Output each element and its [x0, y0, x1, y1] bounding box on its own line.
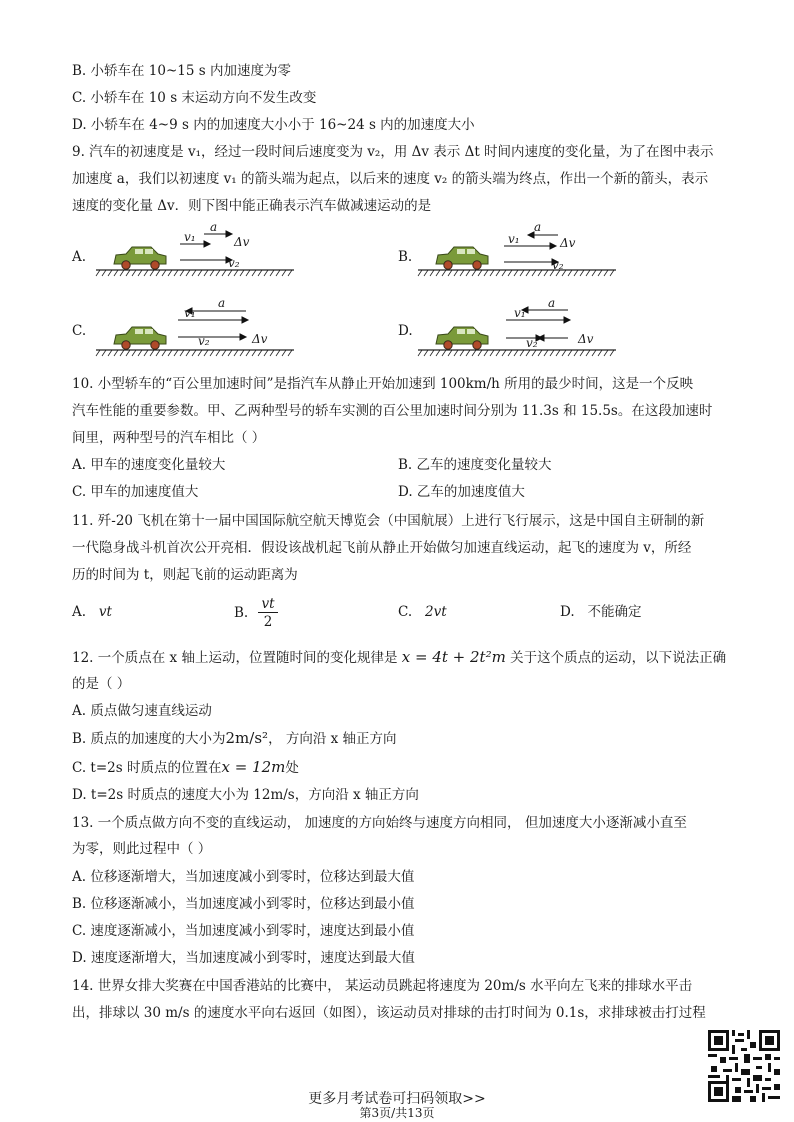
label-v2: v₂	[198, 334, 210, 348]
q11-option-d	[560, 603, 642, 621]
option-value: 2m/s²	[225, 729, 269, 747]
q10-stem-line2: 汽车性能的重要参数。甲、乙两种型号的轿车实测的百公里加速时间分别为 11.3s 和 15.5s。在这段加速时	[72, 403, 713, 419]
option-label: B.	[234, 605, 249, 621]
option-value: 2vt	[425, 604, 447, 620]
q11-stem-line3: 历的时间为 t，则起飞前的运动距离为	[72, 567, 298, 583]
q13-stem-line2: 为零，则此过程中（ ）	[72, 841, 212, 857]
q13-stem-line1: 13. 一个质点做方向不变的直线运动， 加速度的方向始终与速度方向相同， 但加速度大小逐渐减小直至	[72, 815, 687, 831]
car-icon	[114, 327, 166, 349]
q12-stem-line1	[72, 648, 726, 667]
q9-option-d-figure	[418, 294, 618, 356]
q12-option-a: A. 质点做匀速直线运动	[72, 703, 212, 719]
option-text-pre: B. 质点的加速度的大小为	[72, 731, 226, 747]
q13-option-b: B. 位移逐渐减小，当加速度减小到零时，位移达到最小值	[72, 896, 415, 912]
q10-option-d: D. 乙车的加速度值大	[398, 484, 525, 500]
q10-option-a: A. 甲车的速度变化量较大	[72, 457, 226, 473]
label-v2: v₂	[526, 336, 538, 350]
label-dv: Δv	[578, 332, 594, 346]
ground-hatch	[96, 270, 292, 276]
q9-option-b-figure	[418, 220, 618, 282]
q9-stem-line3: 速度的变化量 Δv．则下图中能正确表示汽车做减速运动的是	[72, 198, 432, 214]
option-label: C.	[398, 604, 413, 620]
q8-option-d: D. 小轿车在 4~9 s 内的加速度大小小于 16~24 s 内的加速度大小	[72, 117, 475, 133]
option-value: 不能确定	[587, 604, 642, 620]
car-icon	[436, 327, 488, 349]
option-text-post: 处	[285, 760, 299, 776]
option-value: x = 12m	[221, 758, 286, 776]
label-dv: Δv	[252, 332, 268, 346]
label-v1: v₁	[184, 306, 196, 320]
q14-stem-line1: 14. 世界女排大奖赛在中国香港站的比赛中， 某运动员跳起将速度为 20m/s 水平向左飞来的排球水平击	[72, 978, 693, 994]
label-a: a	[218, 296, 226, 310]
q12-stem-post: 关于这个质点的运动，以下说法正确	[510, 650, 727, 666]
q12-option-c	[72, 758, 299, 777]
footer-page-number: 第3页/共13页	[359, 1106, 435, 1120]
ground-hatch	[418, 270, 614, 276]
q10-stem-line3: 间里，两种型号的汽车相比（ ）	[72, 430, 266, 446]
q11-stem-line2: 一代隐身战斗机首次公开亮相．假设该战机起飞前从静止开始做匀加速直线运动，起飞的速度为 v，所经	[72, 540, 692, 556]
option-text-post: ， 方向沿 x 轴正方向	[268, 731, 397, 747]
q9-stem-line1: 9. 汽车的初速度是 v₁，经过一段时间后速度变为 v₂，用 Δv 表示 Δt 时间内速度的变化量，为了在图中表示	[72, 144, 714, 160]
q13-option-a: A. 位移逐渐增大，当加速度减小到零时，位移达到最大值	[72, 869, 415, 885]
q9-stem-line2: 加速度 a，我们以初速度 v₁ 的箭头端为起点，以后来的速度 v₂ 的箭头端为终点，作出一个新的箭头，表示	[72, 171, 709, 187]
q12-stem-pre: 12. 一个质点在 x 轴上运动，位置随时间的变化规律是	[72, 650, 398, 666]
option-label: D.	[560, 604, 575, 620]
q11-option-a	[72, 603, 112, 621]
label-v2: v₂	[552, 258, 564, 272]
label-dv: Δv	[560, 236, 576, 250]
q12-formula: x = 4t + 2t²m	[401, 648, 506, 666]
q12-stem-line2: 的是（ ）	[72, 676, 131, 692]
label-dv: Δv	[234, 235, 250, 249]
q10-option-b: B. 乙车的速度变化量较大	[398, 457, 552, 473]
ground-hatch	[96, 350, 292, 356]
fraction-numerator: vt	[258, 596, 278, 613]
fraction	[258, 596, 278, 631]
option-label: A.	[72, 604, 87, 620]
footer-promo: 更多月考试卷可扫码领取>>	[308, 1091, 486, 1107]
option-value: vt	[98, 604, 112, 620]
label-a: a	[534, 220, 542, 234]
car-icon	[436, 247, 488, 269]
label-v1: v₁	[508, 232, 520, 246]
q12-option-d: D. t=2s 时质点的速度大小为 12m/s，方向沿 x 轴正方向	[72, 787, 419, 803]
ground-hatch	[418, 350, 614, 356]
car-icon	[114, 247, 166, 269]
label-a: a	[548, 296, 556, 310]
q8-option-c: C. 小轿车在 10 s 末运动方向不发生改变	[72, 90, 317, 106]
fraction-denominator: 2	[263, 614, 273, 630]
q12-option-b	[72, 729, 397, 748]
q11-stem-line1: 11. 歼-20 飞机在第十一届中国国际航空航天博览会（中国航展）上进行飞行展示，这是中国自主研制的新	[72, 513, 705, 529]
label-v1: v₁	[184, 230, 196, 244]
option-text-pre: C. t=2s 时质点的位置在	[72, 760, 222, 776]
q9-option-c-figure	[96, 294, 296, 356]
q9-option-b-label: B.	[398, 249, 413, 265]
q11-option-c	[398, 603, 447, 621]
q9-option-c-label: C.	[72, 323, 87, 339]
q9-option-a-figure	[96, 220, 296, 282]
q14-stem-line2: 出，排球以 30 m/s 的速度水平向右返回（如图），该运动员对排球的击打时间为 0.1s，求排球被击打过程	[72, 1005, 706, 1021]
q13-option-c: C. 速度逐渐减小，当加速度减小到零时，速度达到最小值	[72, 923, 415, 939]
label-v2: v₂	[228, 256, 240, 270]
q10-stem-line1: 10. 小型轿车的“百公里加速时间”是指汽车从静止开始加速到 100km/h 所用的最少时间，这是一个反映	[72, 376, 694, 392]
q13-option-d: D. 速度逐渐增大，当加速度减小到零时，速度达到最大值	[72, 950, 415, 966]
q10-option-c: C. 甲车的加速度值大	[72, 484, 199, 500]
q9-option-d-label: D.	[398, 323, 413, 339]
label-v1: v₁	[514, 306, 526, 320]
q8-option-b: B. 小轿车在 10~15 s 内加速度为零	[72, 63, 291, 79]
label-a: a	[210, 220, 218, 234]
q9-option-a-label: A.	[72, 249, 87, 265]
